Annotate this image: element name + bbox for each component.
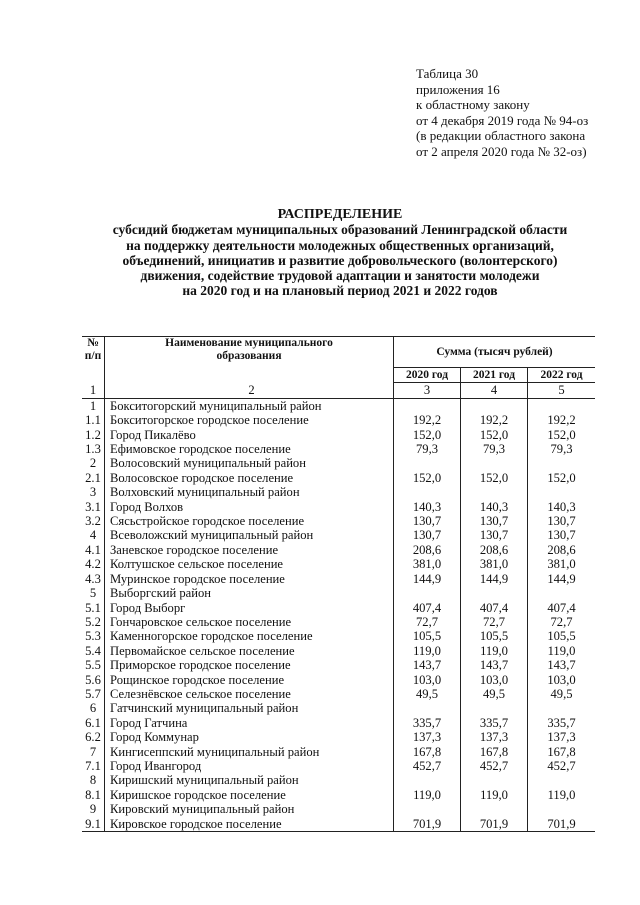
table-row <box>82 514 595 528</box>
table-row <box>82 557 595 571</box>
municipality-name: Город Гатчина <box>105 716 394 730</box>
row-number: 3.1 <box>82 500 105 514</box>
table-row <box>82 716 595 730</box>
column-number: 1 <box>82 383 105 398</box>
table-row <box>82 543 595 557</box>
municipality-name: Рощинское городское поселение <box>105 673 394 687</box>
municipality-name: Город Выборг <box>105 601 394 615</box>
column-number: 5 <box>528 383 596 398</box>
table-row <box>82 687 595 701</box>
amount-2022: 49,5 <box>550 686 573 701</box>
row-number: 1.1 <box>82 413 105 427</box>
municipality-name: Бокситогорское городское поселение <box>105 413 394 427</box>
municipality-name: Селезнёвское сельское поселение <box>105 687 394 701</box>
amount-2020: 49,5 <box>394 687 461 701</box>
amount-2021: 103,0 <box>461 673 528 687</box>
amount-2021: 381,0 <box>461 557 528 571</box>
row-number: 8 <box>82 773 105 787</box>
table-row <box>82 745 595 759</box>
amount-2021 <box>461 802 528 816</box>
amount-2021: 701,9 <box>461 817 528 832</box>
municipality-name: Город Коммунар <box>105 730 394 744</box>
table-row <box>82 471 595 485</box>
row-number: 5.1 <box>82 601 105 615</box>
row-number: 7 <box>82 745 105 759</box>
municipality-name: Город Ивангород <box>105 759 394 773</box>
row-number: 5.5 <box>82 658 105 672</box>
amount-2020: 144,9 <box>394 572 461 586</box>
annex-line: к областному закону <box>416 97 530 113</box>
amount-2022: 701,9 <box>528 817 596 832</box>
header-year-2021: 2021 год <box>461 368 528 383</box>
amount-2022: 152,0 <box>547 427 576 442</box>
municipality-name: Муринское городское поселение <box>105 572 394 586</box>
table-row <box>82 398 595 413</box>
municipality-name: Город Волхов <box>105 500 394 514</box>
amount-2020: 103,0 <box>394 673 461 687</box>
document-title <box>60 207 620 299</box>
amount-2020: 152,0 <box>394 471 461 485</box>
amount-2021: 208,6 <box>461 543 528 557</box>
amount-2020 <box>394 773 461 787</box>
amount-2022: 140,3 <box>547 499 576 514</box>
amount-2022: 192,2 <box>547 413 576 428</box>
amount-2021: 49,5 <box>461 687 528 701</box>
table-row <box>82 759 595 773</box>
amount-2022: 103,0 <box>547 672 576 687</box>
row-number: 3.2 <box>82 514 105 528</box>
amount-2021: 119,0 <box>461 788 528 802</box>
amount-2022 <box>528 701 596 715</box>
table-row <box>82 673 595 687</box>
amount-2021: 130,7 <box>461 514 528 528</box>
municipality-name: Ефимовское городское поселение <box>105 442 394 456</box>
table-row <box>82 572 595 586</box>
amount-2020: 72,7 <box>394 615 461 629</box>
row-number: 1 <box>82 398 105 413</box>
amount-2020: 381,0 <box>394 557 461 571</box>
amount-2021: 407,4 <box>461 601 528 615</box>
amount-2022 <box>528 456 596 470</box>
amount-2020 <box>394 586 461 600</box>
amount-2022: 130,7 <box>547 528 576 543</box>
municipality-name: Приморское городское поселение <box>105 658 394 672</box>
header-year-2020: 2020 год <box>394 368 461 383</box>
header-year-2022: 2022 год <box>528 368 596 383</box>
header-num: № п/п <box>82 337 105 383</box>
amount-2021: 72,7 <box>461 615 528 629</box>
amount-2020: 137,3 <box>394 730 461 744</box>
table-row <box>82 773 595 787</box>
amount-2022: 130,7 <box>547 514 576 529</box>
amount-2022: 335,7 <box>547 715 576 730</box>
municipality-name: Всеволожский муниципальный район <box>105 528 394 542</box>
amount-2021: 452,7 <box>461 759 528 773</box>
municipality-name: Выборгский район <box>105 586 394 600</box>
title-line: субсидий бюджетам муниципальных образований Ленинградской области <box>112 222 568 238</box>
municipality-name: Волховский муниципальный район <box>105 485 394 499</box>
table-row <box>82 485 595 499</box>
amount-2021: 143,7 <box>461 658 528 672</box>
column-number: 2 <box>105 383 394 398</box>
amount-2021: 192,2 <box>461 413 528 427</box>
amount-2021 <box>461 456 528 470</box>
amount-2022: 167,8 <box>547 744 576 759</box>
amount-2021: 140,3 <box>461 500 528 514</box>
table-row <box>82 644 595 658</box>
amount-2021: 152,0 <box>461 471 528 485</box>
amount-2020: 335,7 <box>394 716 461 730</box>
amount-2020 <box>394 456 461 470</box>
amount-2021: 167,8 <box>461 745 528 759</box>
table-row <box>82 500 595 514</box>
amount-2021: 144,9 <box>461 572 528 586</box>
amount-2022 <box>528 485 596 499</box>
municipality-name: Первомайское сельское поселение <box>105 644 394 658</box>
row-number: 4.3 <box>82 572 105 586</box>
row-number: 5.6 <box>82 673 105 687</box>
header-sum: Сумма (тысяч рублей) <box>394 337 596 368</box>
row-number: 9 <box>82 802 105 816</box>
row-number: 1.3 <box>82 442 105 456</box>
amount-2022: 105,5 <box>547 629 576 644</box>
table-row <box>82 788 595 802</box>
amount-2020: 192,2 <box>394 413 461 427</box>
amount-2021: 119,0 <box>461 644 528 658</box>
amount-2021 <box>461 701 528 715</box>
annex-line: Таблица 30 <box>416 66 479 81</box>
amount-2022: 452,7 <box>547 758 576 773</box>
row-number: 4.2 <box>82 557 105 571</box>
municipality-name: Кингисеппский муниципальный район <box>105 745 394 759</box>
amount-2020: 143,7 <box>394 658 461 672</box>
table-row <box>82 456 595 470</box>
amount-2020 <box>394 802 461 816</box>
amount-2021 <box>461 586 528 600</box>
municipality-name: Бокситогорский муниципальный район <box>105 398 394 413</box>
amount-2022: 137,3 <box>547 730 576 745</box>
annex-reference <box>416 66 588 160</box>
row-number: 5 <box>82 586 105 600</box>
table-row <box>82 658 595 672</box>
row-number: 5.2 <box>82 615 105 629</box>
amount-2022: 381,0 <box>547 557 576 572</box>
title-line: на 2020 год и на плановый период 2021 и 2022 годов <box>182 283 498 299</box>
municipality-name: Кировский муниципальный район <box>105 802 394 816</box>
municipality-name: Гатчинский муниципальный район <box>105 701 394 715</box>
title-heading: РАСПРЕДЕЛЕНИЕ <box>277 207 403 222</box>
table-row <box>82 629 595 643</box>
amount-2022: 144,9 <box>547 571 576 586</box>
amount-2020: 701,9 <box>394 817 461 832</box>
row-number: 4 <box>82 528 105 542</box>
row-number: 4.1 <box>82 543 105 557</box>
amount-2020: 119,0 <box>394 644 461 658</box>
column-number: 4 <box>461 383 528 398</box>
amount-2022: 72,7 <box>550 614 573 629</box>
column-number: 3 <box>394 383 461 398</box>
municipality-name: Город Пикалёво <box>105 428 394 442</box>
amount-2022: 143,7 <box>547 658 576 673</box>
annex-line: приложения 16 <box>416 81 500 97</box>
amount-2021: 152,0 <box>461 428 528 442</box>
amount-2020: 119,0 <box>394 788 461 802</box>
amount-2020: 208,6 <box>394 543 461 557</box>
row-number: 5.3 <box>82 629 105 643</box>
amount-2020: 167,8 <box>394 745 461 759</box>
amount-2022 <box>528 802 596 816</box>
amount-2020 <box>394 485 461 499</box>
distribution-table <box>82 336 595 832</box>
header-name: Наименование муниципального образования <box>105 337 394 383</box>
municipality-name: Волосовское городское поселение <box>105 471 394 485</box>
amount-2021 <box>461 773 528 787</box>
municipality-name: Волосовский муниципальный район <box>105 456 394 470</box>
amount-2021: 105,5 <box>461 629 528 643</box>
table-row <box>82 701 595 715</box>
amount-2022: 79,3 <box>550 442 573 457</box>
municipality-name: Киришское городское поселение <box>105 788 394 802</box>
row-number: 6 <box>82 701 105 715</box>
amount-2022: 407,4 <box>547 600 576 615</box>
row-number: 1.2 <box>82 428 105 442</box>
amount-2021: 137,3 <box>461 730 528 744</box>
row-number: 9.1 <box>82 817 105 832</box>
table-row <box>82 586 595 600</box>
title-line: на поддержку деятельности молодежных общественных организаций, <box>126 237 554 253</box>
row-number: 6.1 <box>82 716 105 730</box>
row-number: 5.7 <box>82 687 105 701</box>
amount-2022: 152,0 <box>547 470 576 485</box>
annex-line: от 4 декабря 2019 года № 94-оз <box>416 112 589 128</box>
row-number: 3 <box>82 485 105 499</box>
title-line: движения, содействие трудовой адаптации и занятости молодежи <box>140 268 540 284</box>
amount-2021: 79,3 <box>461 442 528 456</box>
amount-2020: 130,7 <box>394 514 461 528</box>
amount-2021 <box>461 398 528 413</box>
table-row <box>82 442 595 456</box>
amount-2021: 335,7 <box>461 716 528 730</box>
amount-2020: 152,0 <box>394 428 461 442</box>
amount-2020 <box>394 701 461 715</box>
amount-2020: 140,3 <box>394 500 461 514</box>
municipality-name: Колтушское сельское поселение <box>105 557 394 571</box>
table-row <box>82 802 595 816</box>
amount-2022: 119,0 <box>547 643 576 658</box>
amount-2022 <box>528 773 596 787</box>
row-number: 7.1 <box>82 759 105 773</box>
amount-2020: 105,5 <box>394 629 461 643</box>
row-number: 2 <box>82 456 105 470</box>
row-number: 8.1 <box>82 788 105 802</box>
amount-2020: 79,3 <box>394 442 461 456</box>
amount-2020: 407,4 <box>394 601 461 615</box>
municipality-name: Гончаровское сельское поселение <box>105 615 394 629</box>
table-row <box>82 817 595 832</box>
amount-2020: 130,7 <box>394 528 461 542</box>
amount-2021 <box>461 485 528 499</box>
table-row <box>82 601 595 615</box>
municipality-name: Каменногорское городское поселение <box>105 629 394 643</box>
municipality-name: Кировское городское поселение <box>105 817 394 832</box>
row-number: 5.4 <box>82 644 105 658</box>
amount-2022: 208,6 <box>547 542 576 557</box>
municipality-name: Сясьстройское городское поселение <box>105 514 394 528</box>
title-line: объединений, инициатив и развитие добровольческого (волонтерского) <box>122 252 558 268</box>
amount-2022: 119,0 <box>547 787 576 802</box>
municipality-name: Заневское городское поселение <box>105 543 394 557</box>
amount-2022 <box>528 398 596 413</box>
table-row <box>82 730 595 744</box>
row-number: 6.2 <box>82 730 105 744</box>
table-row <box>82 413 595 427</box>
table-row <box>82 615 595 629</box>
amount-2020 <box>394 398 461 413</box>
table-row <box>82 428 595 442</box>
annex-line: от 2 апреля 2020 года № 32-оз) <box>416 143 587 159</box>
amount-2020: 452,7 <box>394 759 461 773</box>
table-row <box>82 528 595 542</box>
row-number: 2.1 <box>82 471 105 485</box>
annex-line: (в редакции областного закона <box>416 128 586 144</box>
amount-2022 <box>528 586 596 600</box>
municipality-name: Киришский муниципальный район <box>105 773 394 787</box>
amount-2021: 130,7 <box>461 528 528 542</box>
